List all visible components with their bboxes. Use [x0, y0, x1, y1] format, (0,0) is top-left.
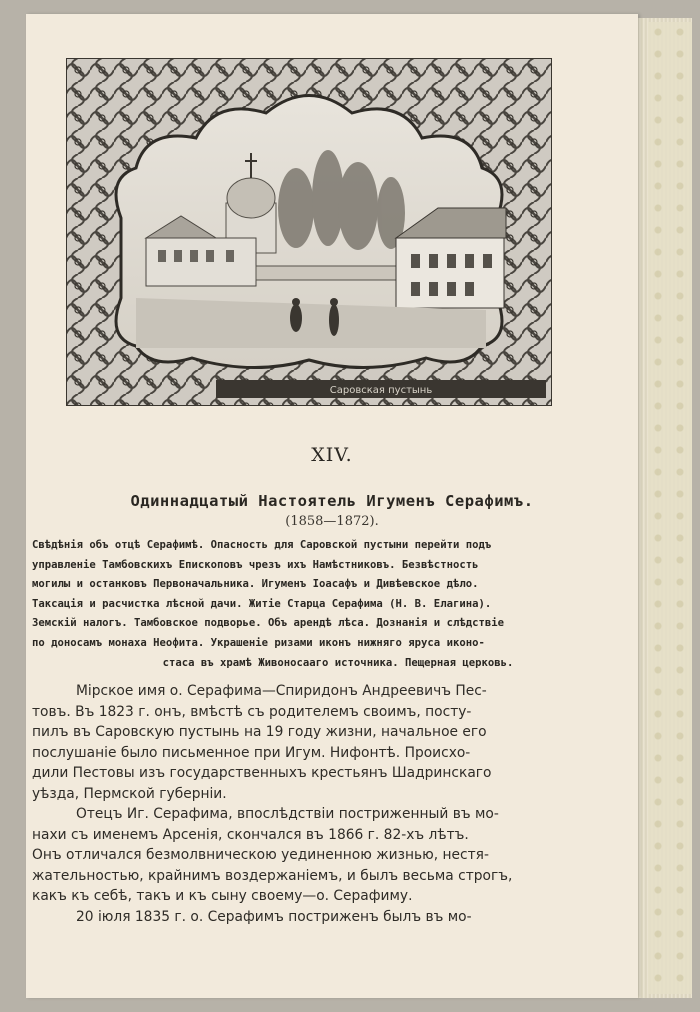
summary-line: Земскій налогъ. Тамбовское подворье. Объ арендѣ лѣса. Дознанія и слѣдствіе: [32, 617, 504, 630]
body-line: пилъ въ Саровскую пустынь на 19 году жизни, начальное его: [32, 724, 487, 740]
summary-line: Таксація и расчистка лѣсной дачи. Житіе Старца Серафима (Н. В. Елагина).: [32, 597, 492, 610]
body-line: уѣзда, Пермской губерніи.: [32, 785, 227, 802]
chapter-summary: [32, 536, 584, 673]
body-line: нахи съ именемъ Арсенія, скончался въ 1866 г. 82-хъ лѣтъ.: [32, 826, 469, 843]
monastery-engraving: [66, 58, 552, 406]
body-text: [32, 681, 588, 927]
engraving-caption: Саровская пустынь: [329, 385, 433, 396]
summary-line: управленіе Тамбовскихъ Епископовъ чрезъ ихъ Намѣстниковъ. Безвѣстность: [32, 558, 479, 571]
body-line: Онъ отличался безмолвническою уединенною жизнью, нестя-: [32, 847, 489, 863]
book-page: [26, 14, 638, 998]
body-line: жательностью, крайнимъ воздержаніемъ, и былъ весьма строгъ,: [32, 867, 513, 884]
summary-line: могилы и останковъ Первоначальника. Игуменъ Іоасафъ и Дивѣевское дѣло.: [32, 578, 479, 591]
body-line: дили Пестовы изъ государственныхъ крестьянъ Шадринскаго: [32, 765, 492, 781]
chapter-title: Одиннадцатый Настоятель Игуменъ Серафимъ.: [130, 492, 534, 510]
body-line: какъ къ себѣ, такъ и къ сыну своему—о. Серафиму.: [32, 888, 413, 904]
body-line: Мірское имя о. Серафима—Спиридонъ Андреевичъ Пес-: [76, 683, 487, 699]
body-line: товъ. Въ 1823 г. онъ, вмѣстѣ съ родителемъ своимъ, посту-: [32, 703, 472, 720]
body-line: Отецъ Иг. Серафима, впослѣдствіи постриженный въ мо-: [76, 806, 499, 822]
summary-line: по доносамъ монаха Неофита. Украшеніе ризами иконъ нижняго яруса иконо-: [32, 636, 485, 649]
endpaper-pattern: [648, 22, 692, 994]
chapter-number: XIV.: [311, 444, 353, 466]
body-line: 20 іюля 1835 г. о. Серафимъ постриженъ былъ въ мо-: [76, 908, 472, 925]
body-line: послушаніе было письменное при Игум. Нифонтѣ. Происхо-: [32, 744, 471, 761]
summary-line: Свѣдѣнія объ отцѣ Серафимѣ. Опасность для Саровской пустыни перейти подъ: [32, 539, 492, 551]
summary-line: стаса въ храмѣ Живоносааго источника. Пещерная церковь.: [162, 656, 514, 669]
chapter-years: (1858—1872).: [285, 514, 379, 529]
